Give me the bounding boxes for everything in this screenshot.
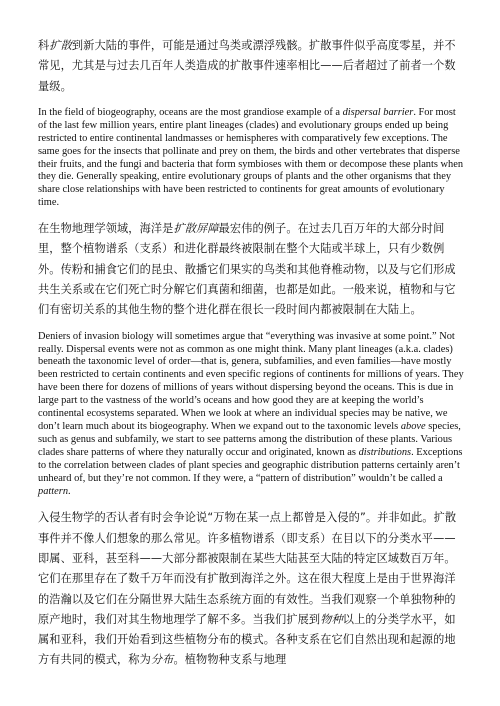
italic-term: 扩散屏障 (173, 222, 219, 236)
italic-term: distributions (358, 446, 412, 458)
text-run: In the field of biogeography, oceans are the most grandiose example of a (38, 106, 343, 118)
chinese-paragraph-2 (38, 219, 464, 320)
text-run: species, such as genus and subfamily, we start to see patterns among the distribution of these plants. Various clades share patterns of where they naturally occur and originated, known as (38, 420, 461, 458)
text-run: 。植物物种支系与地理 (173, 653, 287, 667)
italic-term: pattern (38, 485, 69, 497)
text-run: . Exceptions to the correlation between clades of plant species and geographic distribution patterns certainly aren’t unheard of, but they’re not common. If they were, a “pattern of distribution” wouldn’t be called a (38, 446, 463, 484)
italic-term: above (400, 420, 426, 432)
text-run: . For most of the last few million years, entire plant lineages (clades) and evolutionary groups ended up being restricted to entire continental landmasses or hemispheres with comparatively few exceptions. The same goes for the insects that pollinate and prey on them, the birds and other vertebrates that disperse their fruits, and the fungi and bacteria that form symbioses with them or decompose these plants when they die. Generally speaking, entire evolutionary groups of plants and the other organisms that they share close relationships with have been restricted to continents for great amounts of evolutionary time. (38, 106, 464, 209)
text-run: 在生物地理学领域，海洋是 (38, 222, 174, 236)
text-run: . (68, 485, 71, 497)
english-paragraph-2 (38, 331, 464, 499)
text-run: 以上的分类学水平，如属和亚科，我们开始看到这些植物分布的模式。各种支系在它们自然出现和起源的地方有共同的模式，称为 (38, 612, 456, 667)
chinese-paragraph-3 (38, 508, 464, 670)
italic-term: 分布 (150, 653, 174, 667)
document-page (38, 36, 464, 671)
italic-term: dispersal barrier (342, 106, 414, 118)
text-run: Deniers of invasion biology will sometimes argue that “everything was invasive at some point.” Not really. Dispersal events were not as common as one might think. Many plant lineages (a.k.a. clades) beneath the taxonomic level of order—that is, genera, subfamilies, and even families—have mostly been restricted to certain continents and even specific regions of continents for millions of years. They have been there for dozens of millions of years without dispersing beyond the oceans. This is due in large part to the vastness of the world’s oceans and how good they are at keeping the world’s continental ecosystems separated. When we look at where an individual species may be native, we don’t learn much about its biogeography. When we expand out to the taxonomic levels (38, 330, 464, 432)
text-run: 到新大陆的事件，可能是通过鸟类或漂浮残骸。扩散事件似乎高度零星，并不常见，尤其是与过去几百年人类造成的扩散事件速率相比——后者超过了前者一个数量级。 (38, 39, 456, 93)
italic-term: 物种 (320, 612, 343, 626)
text-run: 科 (38, 39, 50, 52)
text-run: 入侵生物学的否认者有时会争论说“万物在某一点上都曾是入侵的”。并非如此。扩散事件并不像人们想象的那么常见。许多植物谱系（即支系）在目以下的分类水平——即属、亚科，甚至科——大部分都被限制在某些大陆甚至大陆的特定区域数百万年。它们在那里存在了数千万年而没有扩散到海洋之外。这在很大程度上是由于世界海洋的浩瀚以及它们在分隔世界大陆生态系统方面的有效性。当我们观察一个单独物种的原产地时，我们对其生物地理学了解不多。当我们扩展到 (38, 511, 457, 626)
italic-term: 扩散 (49, 39, 72, 52)
english-paragraph-1 (38, 107, 464, 210)
text-run: 最宏伟的例子。在过去几百万年的大部分时间里，整个植物谱系（支系）和进化群最终被限制在整个大陆或半球上，只有少数例外。传粉和捕食它们的昆虫、散播它们果实的鸟类和其他脊椎动物，以及与它们形成共生关系或在它们死亡时分解它们真菌和细菌，也都是如此。一般来说，植物和与它们有密切关系的其他生物的整个进化群在很长一段时间内都被限制在大陆上。 (38, 222, 456, 317)
chinese-paragraph-1 (38, 36, 464, 97)
